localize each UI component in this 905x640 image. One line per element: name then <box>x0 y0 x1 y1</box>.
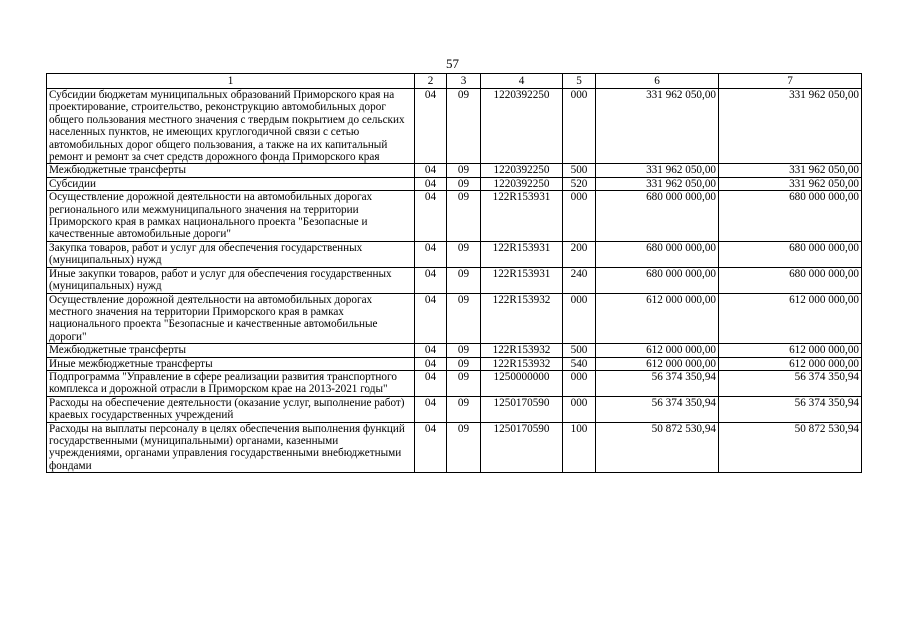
table-row <box>47 241 862 267</box>
row-section-cell: 04 <box>415 293 447 344</box>
row-subsection-cell: 09 <box>447 396 481 422</box>
row-target-cell: 1220392250 <box>481 89 563 164</box>
header-row <box>47 74 862 89</box>
row-section-cell: 04 <box>415 422 447 473</box>
row-type-cell: 000 <box>563 396 596 422</box>
row-sum-col6-cell: 331 962 050,00 <box>596 89 719 164</box>
row-name-cell: Межбюджетные трансферты <box>47 164 415 177</box>
row-target-cell: 122R153931 <box>481 191 563 242</box>
row-section-cell: 04 <box>415 396 447 422</box>
table-row <box>47 191 862 242</box>
row-sum-col7-cell: 56 374 350,94 <box>719 396 862 422</box>
row-type-cell: 500 <box>563 164 596 177</box>
table-row <box>47 396 862 422</box>
row-section-cell: 04 <box>415 241 447 267</box>
column-header-7: 7 <box>719 74 862 89</box>
budget-table <box>46 73 862 473</box>
row-sum-col7-cell: 612 000 000,00 <box>719 357 862 370</box>
row-sum-col6-cell: 612 000 000,00 <box>596 293 719 344</box>
row-target-cell: 122R153931 <box>481 241 563 267</box>
row-sum-col6-cell: 331 962 050,00 <box>596 177 719 190</box>
row-sum-col7-cell: 612 000 000,00 <box>719 344 862 357</box>
row-subsection-cell: 09 <box>447 422 481 473</box>
row-subsection-cell: 09 <box>447 344 481 357</box>
row-type-cell: 540 <box>563 357 596 370</box>
row-type-cell: 000 <box>563 370 596 396</box>
row-subsection-cell: 09 <box>447 164 481 177</box>
row-target-cell: 122R153931 <box>481 267 563 293</box>
row-name-cell: Иные закупки товаров, работ и услуг для обеспечения государственных (муниципальных) нужд <box>47 267 415 293</box>
row-type-cell: 520 <box>563 177 596 190</box>
row-subsection-cell: 09 <box>447 357 481 370</box>
row-sum-col6-cell: 612 000 000,00 <box>596 344 719 357</box>
row-sum-col6-cell: 680 000 000,00 <box>596 241 719 267</box>
column-header-5: 5 <box>563 74 596 89</box>
row-section-cell: 04 <box>415 177 447 190</box>
row-name-cell: Расходы на выплаты персоналу в целях обеспечения выполнения функций государственными (муниципальными) органами, казенными учреждениями, органами управления государственными внебюджетными фондами <box>47 422 415 473</box>
row-type-cell: 500 <box>563 344 596 357</box>
row-sum-col7-cell: 331 962 050,00 <box>719 177 862 190</box>
row-target-cell: 1220392250 <box>481 164 563 177</box>
row-subsection-cell: 09 <box>447 370 481 396</box>
row-section-cell: 04 <box>415 344 447 357</box>
table-row <box>47 164 862 177</box>
row-type-cell: 240 <box>563 267 596 293</box>
row-name-cell: Закупка товаров, работ и услуг для обеспечения государственных (муниципальных) нужд <box>47 241 415 267</box>
table-row <box>47 422 862 473</box>
row-sum-col6-cell: 331 962 050,00 <box>596 164 719 177</box>
row-type-cell: 200 <box>563 241 596 267</box>
row-sum-col7-cell: 331 962 050,00 <box>719 89 862 164</box>
column-header-3: 3 <box>447 74 481 89</box>
row-type-cell: 000 <box>563 293 596 344</box>
row-section-cell: 04 <box>415 164 447 177</box>
row-subsection-cell: 09 <box>447 177 481 190</box>
page-number: 57 <box>446 56 459 71</box>
row-subsection-cell: 09 <box>447 267 481 293</box>
row-subsection-cell: 09 <box>447 191 481 242</box>
row-name-cell: Осуществление дорожной деятельности на автомобильных дорогах местного значения на территории Приморского края в рамках национального проекта "Безопасные и качественные автомобильные дороги" <box>47 293 415 344</box>
column-header-2: 2 <box>415 74 447 89</box>
row-sum-col6-cell: 680 000 000,00 <box>596 191 719 242</box>
row-name-cell: Субсидии бюджетам муниципальных образований Приморского края на проектирование, строительство, реконструкцию автомобильных дорог общего пользования местного значения с твердым покрытием до сельских населенных пунктов, не имеющих круглогодичной связи с сетью автомобильных дорог общего пользования, а также на их капитальный ремонт и ремонт за счет средств дорожного фонда Приморского края <box>47 89 415 164</box>
row-section-cell: 04 <box>415 267 447 293</box>
table-row <box>47 267 862 293</box>
row-target-cell: 122R153932 <box>481 344 563 357</box>
table-row <box>47 177 862 190</box>
row-sum-col6-cell: 50 872 530,94 <box>596 422 719 473</box>
row-name-cell: Межбюджетные трансферты <box>47 344 415 357</box>
row-sum-col7-cell: 331 962 050,00 <box>719 164 862 177</box>
row-section-cell: 04 <box>415 357 447 370</box>
row-sum-col7-cell: 680 000 000,00 <box>719 241 862 267</box>
column-header-4: 4 <box>481 74 563 89</box>
table-row <box>47 344 862 357</box>
row-sum-col7-cell: 50 872 530,94 <box>719 422 862 473</box>
row-name-cell: Иные межбюджетные трансферты <box>47 357 415 370</box>
table-body <box>47 89 862 473</box>
row-name-cell: Осуществление дорожной деятельности на автомобильных дорогах регионального или межмуниципального значения на территории Приморского края в рамках национального проекта "Безопасные и качественные автомобильные дороги" <box>47 191 415 242</box>
row-section-cell: 04 <box>415 370 447 396</box>
row-section-cell: 04 <box>415 191 447 242</box>
row-name-cell: Расходы на обеспечение деятельности (оказание услуг, выполнение работ) краевых государственных учреждений <box>47 396 415 422</box>
row-target-cell: 1250170590 <box>481 422 563 473</box>
row-sum-col6-cell: 56 374 350,94 <box>596 370 719 396</box>
row-type-cell: 100 <box>563 422 596 473</box>
row-target-cell: 122R153932 <box>481 293 563 344</box>
row-target-cell: 1220392250 <box>481 177 563 190</box>
table-row <box>47 293 862 344</box>
row-sum-col7-cell: 612 000 000,00 <box>719 293 862 344</box>
row-sum-col6-cell: 680 000 000,00 <box>596 267 719 293</box>
row-sum-col6-cell: 56 374 350,94 <box>596 396 719 422</box>
table-row <box>47 89 862 164</box>
row-type-cell: 000 <box>563 191 596 242</box>
column-header-6: 6 <box>596 74 719 89</box>
row-type-cell: 000 <box>563 89 596 164</box>
row-subsection-cell: 09 <box>447 89 481 164</box>
row-section-cell: 04 <box>415 89 447 164</box>
row-subsection-cell: 09 <box>447 241 481 267</box>
row-sum-col6-cell: 612 000 000,00 <box>596 357 719 370</box>
table-row <box>47 370 862 396</box>
row-target-cell: 1250000000 <box>481 370 563 396</box>
row-name-cell: Подпрограмма "Управление в сфере реализации развития транспортного комплекса и дорожной отрасли в Приморском крае на 2013-2021 годы" <box>47 370 415 396</box>
row-sum-col7-cell: 680 000 000,00 <box>719 191 862 242</box>
row-sum-col7-cell: 56 374 350,94 <box>719 370 862 396</box>
table-row <box>47 357 862 370</box>
row-sum-col7-cell: 680 000 000,00 <box>719 267 862 293</box>
row-target-cell: 122R153932 <box>481 357 563 370</box>
row-subsection-cell: 09 <box>447 293 481 344</box>
row-name-cell: Субсидии <box>47 177 415 190</box>
row-target-cell: 1250170590 <box>481 396 563 422</box>
column-header-1: 1 <box>47 74 415 89</box>
